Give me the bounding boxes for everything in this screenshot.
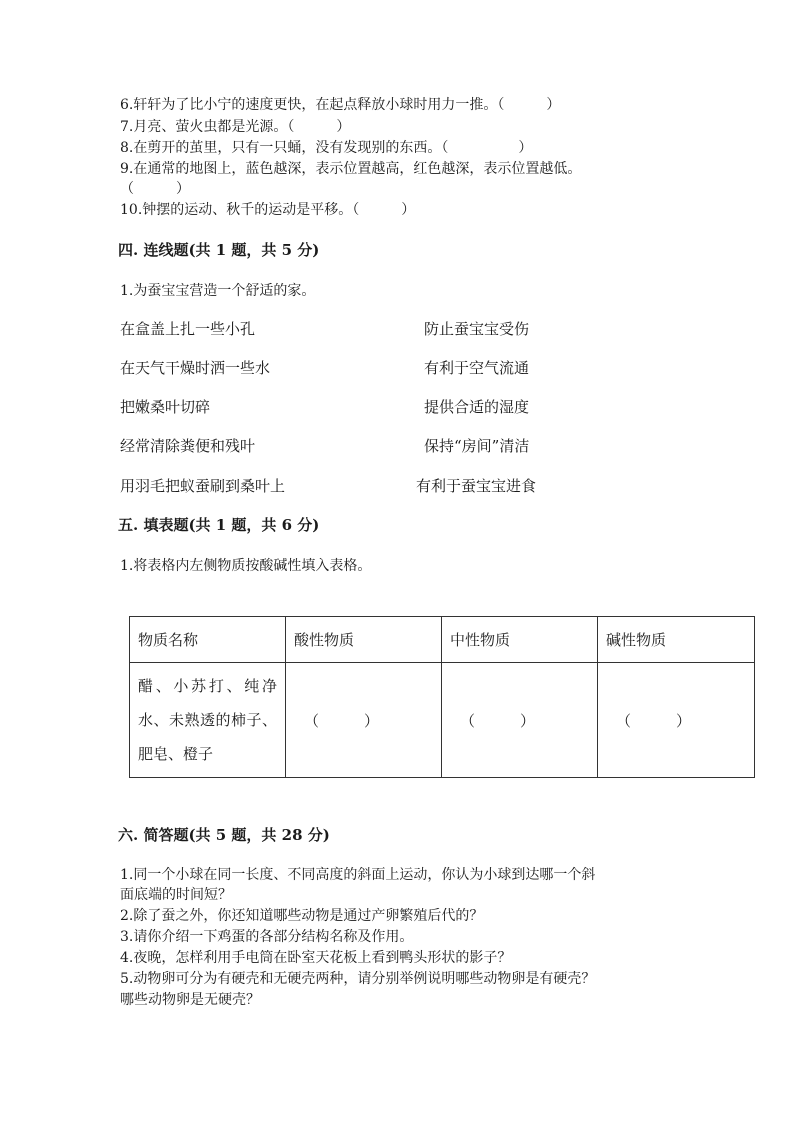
table-header-cell: 物质名称 (130, 617, 286, 663)
neutral-answer-blank[interactable]: （ ） (442, 663, 598, 778)
match-left-item: 经常清除粪便和残叶 (120, 437, 256, 455)
match-right-item: 有利于蚕宝宝进食 (416, 477, 537, 495)
acid-answer-blank[interactable]: （ ） (286, 663, 442, 778)
section-4-title: 四. 连线题(共 1 题，共 5 分) (118, 241, 320, 259)
table-header-cell: 酸性物质 (286, 617, 442, 663)
section-6-title: 六. 简答题(共 5 题，共 28 分) (118, 826, 330, 844)
substance-list-cell: 醋、小苏打、纯净水、未熟透的柿子、肥皂、橙子 (130, 663, 286, 778)
short-answer-question-5: 5.动物卵可分为有硬壳和无硬壳两种，请分别举例说明哪些动物卵是有硬壳？ (120, 971, 596, 987)
short-answer-question-3: 3.请你介绍一下鸡蛋的各部分结构名称及作用。 (120, 929, 414, 945)
short-answer-question-5-cont: 哪些动物卵是无硬壳？ (120, 992, 260, 1008)
table-header-row (130, 617, 755, 663)
match-right-item: 防止蚕宝宝受伤 (424, 320, 530, 338)
match-left-item: 在盒盖上扎一些小孔 (120, 320, 256, 338)
match-right-item: 保持“房间”清洁 (424, 437, 530, 455)
short-answer-question-1: 1.同一个小球在同一长度、不同高度的斜面上运动，你认为小球到达哪一个斜 (120, 867, 596, 883)
section-4-question: 1.为蚕宝宝营造一个舒适的家。 (120, 283, 316, 299)
match-right-item: 提供合适的湿度 (424, 398, 530, 416)
match-left-item: 把嫩桑叶切碎 (120, 398, 211, 416)
table-header-cell: 碱性物质 (598, 617, 755, 663)
section-5-title: 五. 填表题(共 1 题，共 6 分) (118, 516, 320, 534)
short-answer-question-4: 4.夜晚，怎样利用手电筒在卧室天花板上看到鸭头形状的影子？ (120, 950, 512, 966)
match-left-item: 在天气干燥时洒一些水 (120, 359, 271, 377)
short-answer-question-1-cont: 面底端的时间短？ (120, 887, 232, 903)
judge-question-8: 8.在剪开的茧里，只有一只蛹，没有发现别的东西。（ ） (120, 140, 533, 156)
classification-table (129, 616, 755, 778)
base-answer-blank[interactable]: （ ） (598, 663, 755, 778)
match-right-item: 有利于空气流通 (424, 359, 530, 377)
judge-question-9: 9.在通常的地图上，蓝色越深，表示位置越高，红色越深，表示位置越低。 (120, 161, 582, 177)
short-answer-question-2: 2.除了蚕之外，你还知道哪些动物是通过产卵繁殖后代的？ (120, 908, 484, 924)
judge-question-9-blank: （ ） (120, 181, 190, 197)
judge-question-10: 10.钟摆的运动、秋千的运动是平移。（ ） (120, 202, 416, 218)
match-left-item: 用羽毛把蚁蚕刷到桑叶上 (120, 477, 286, 495)
table-row (130, 663, 755, 778)
judge-question-7: 7.月亮、萤火虫都是光源。（ ） (120, 119, 351, 135)
judge-question-6: 6.轩轩为了比小宁的速度更快，在起点释放小球时用力一推。（ ） (120, 97, 561, 113)
section-5-question: 1.将表格内左侧物质按酸碱性填入表格。 (120, 558, 372, 574)
table-header-cell: 中性物质 (442, 617, 598, 663)
